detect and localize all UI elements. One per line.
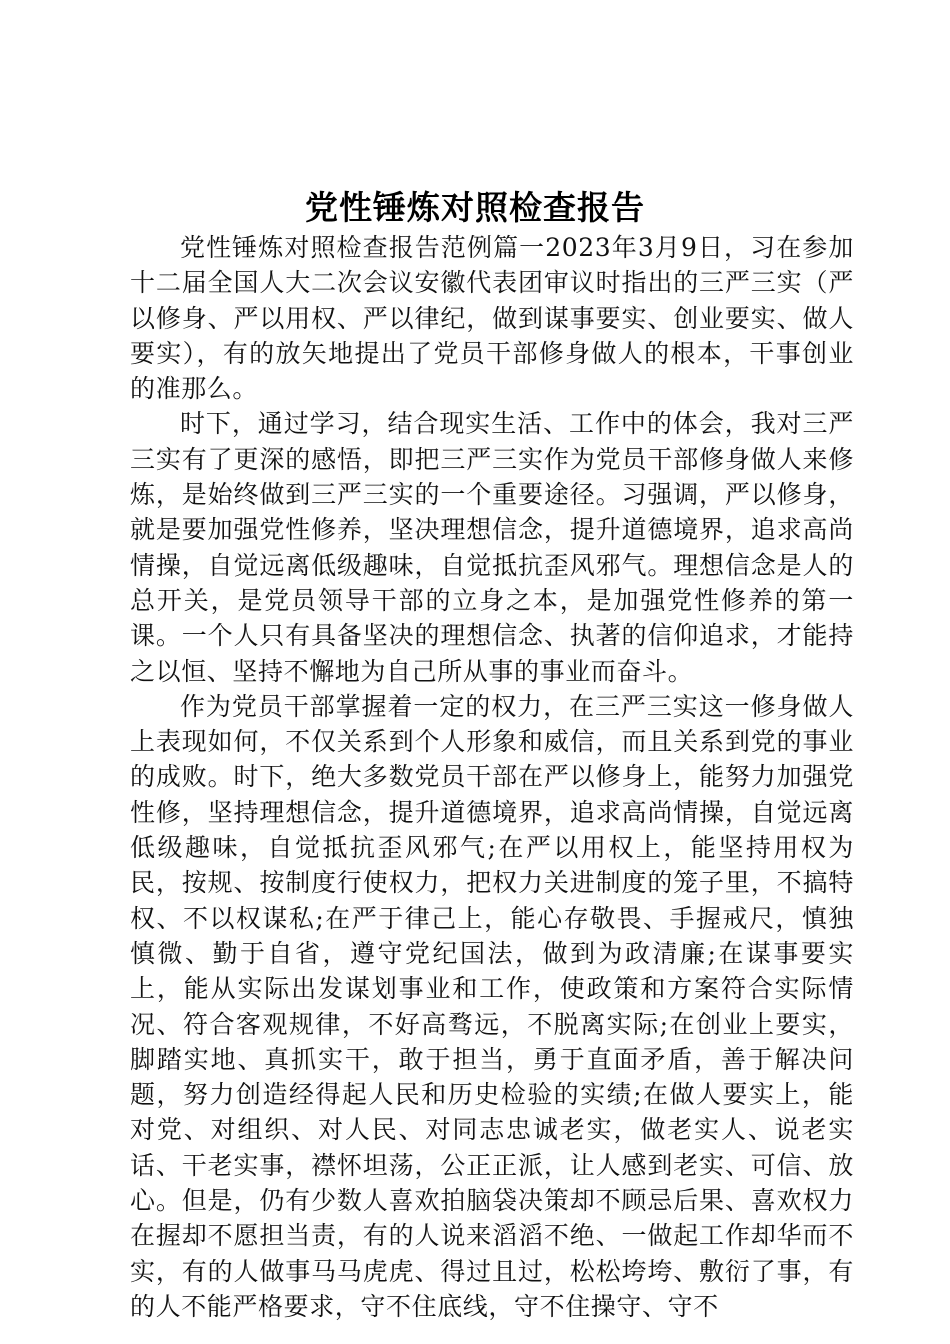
- paragraph-3: 作为党员干部掌握着一定的权力，在三严三实这一修身做人上表现如何，不仅关系到个人形象和威信，而且关系到党的事业的成败。时下，绝大多数党员干部在严以修身上，能努力加强党性修，坚持理想信念，提升道德境界，追求高尚情操，自觉远离低级趣味，自觉抵抗歪风邪气;在严以用权上，能坚持用权为民，按规、按制度行使权力，把权力关进制度的笼子里，不搞特权、不以权谋私;在严于律己上，能心存敬畏、手握戒尺，慎独慎微、勤于自省，遵守党纪国法，做到为政清廉;在谋事要实上，能从实际出发谋划事业和工作，使政策和方案符合实际情况、符合客观规律，不好高骛远，不脱离实际;在创业上要实，脚踏实地、真抓实干，敢于担当，勇于直面矛盾，善于解决问题，努力创造经得起人民和历史检验的实绩;在做人要实上，能对党、对组织、对人民、对同志忠诚老实，做老实人、说老实话、干老实事，襟怀坦荡，公正正派，让人感到老实、可信、放心。但是，仍有少数人喜欢拍脑袋决策却不顾忌后果、喜欢权力在握却不愿担当责，有的人说来滔滔不绝、一做起工作却华而不实，有的人做事马马虎虎、得过且过，松松垮垮、敷衍了事，有的人不能严格要求，守不住底线，守不住操守、守不: [130, 691, 854, 1321]
- paragraph-2: 时下，通过学习，结合现实生活、工作中的体会，我对三严三实有了更深的感悟，即把三严三实作为党员干部修身做人来修炼，是始终做到三严三实的一个重要途径。习强调，严以修身，就是要加强党性修养，坚决理想信念，提升道德境界，追求高尚情操，自觉远离低级趣味，自觉抵抗歪风邪气。理想信念是人的总开关，是党员领导干部的立身之本，是加强党性修养的第一课。一个人只有具备坚决的理想信念、执著的信仰追求，才能持之以恒、坚持不懈地为自己所从事的事业而奋斗。: [130, 409, 854, 686]
- document-body: [130, 230, 854, 1324]
- paragraph-1: 党性锤炼对照检查报告范例篇一2023年3月9日，习在参加十二届全国人大二次会议安徽代表团审议时指出的三严三实（严以修身、严以用权、严以律纪，做到谋事要实、创业要实、做人要实），有的放矢地提出了党员干部修身做人的根本，干事创业的准那么。: [130, 233, 854, 404]
- document-title: 党性锤炼对照检查报告: [305, 188, 645, 227]
